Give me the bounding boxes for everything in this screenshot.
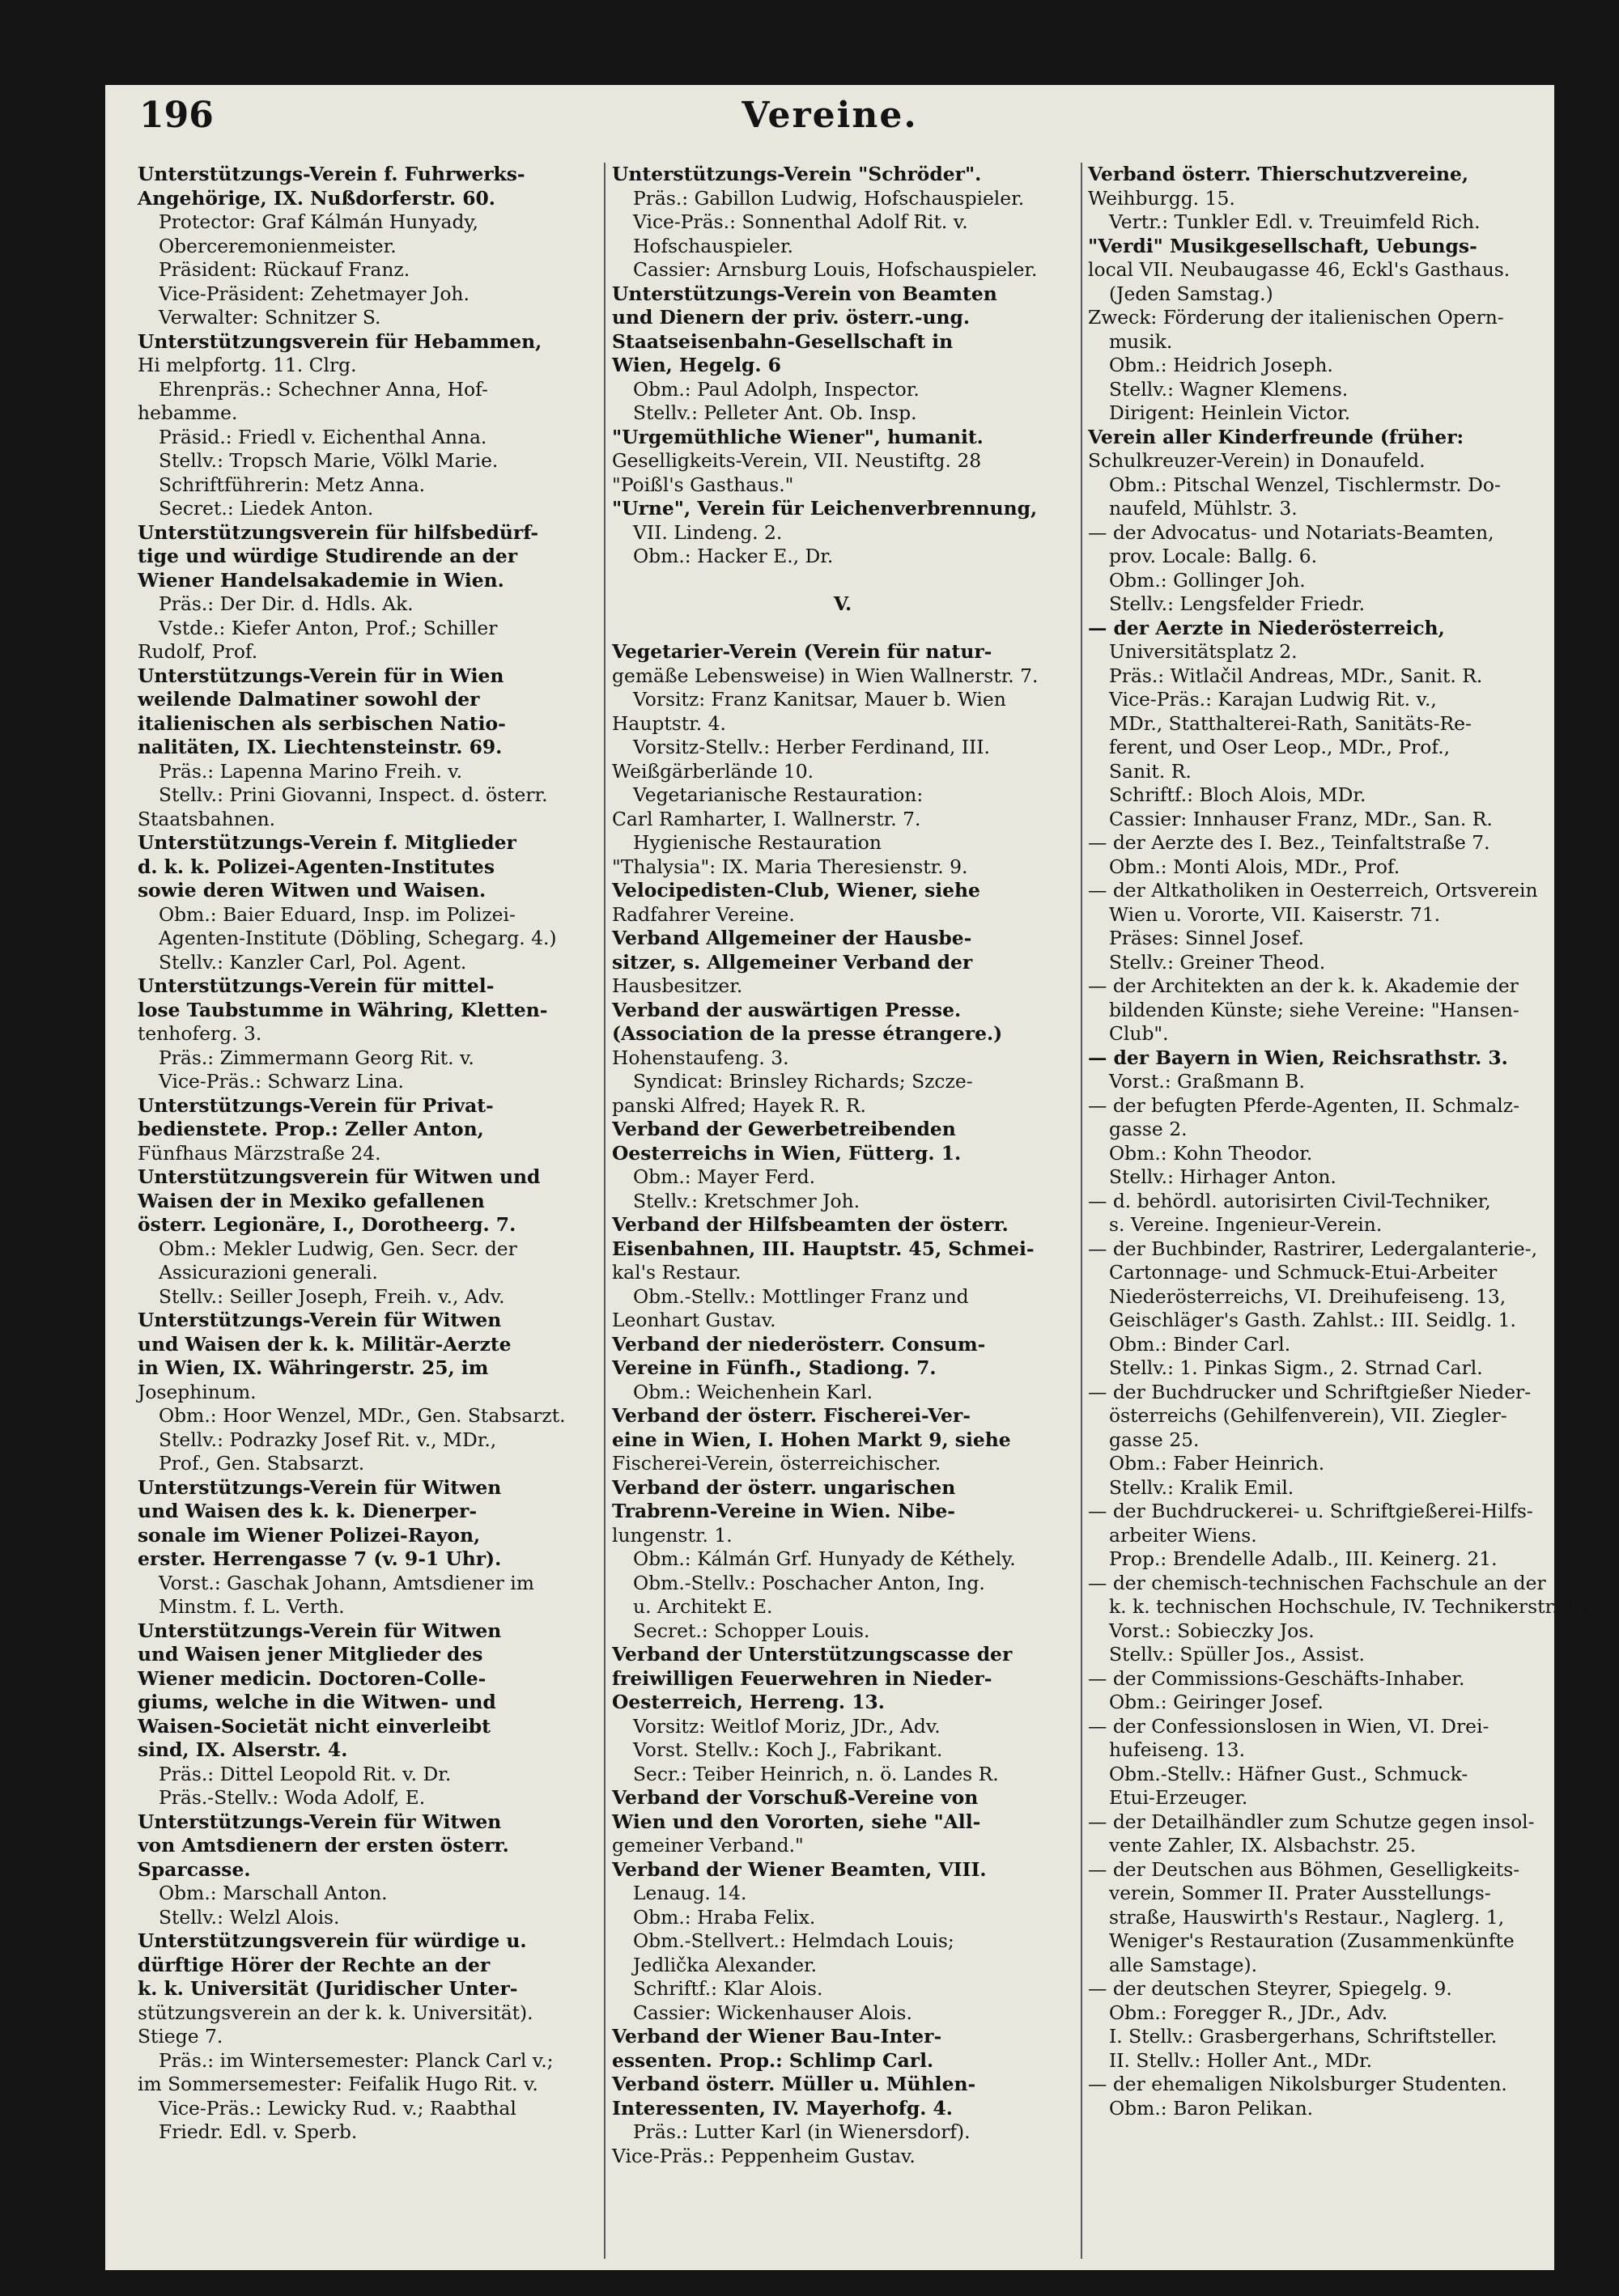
text-line: Stellv.: Prini Giovanni, Inspect. d. österr.: [159, 783, 548, 806]
text-line: Hausbesitzer.: [612, 974, 743, 997]
text-line: Unterstützungs-Verein f. Mitglieder: [138, 831, 516, 854]
text-line: Secr.: Teiber Heinrich, n. ö. Landes R.: [633, 1762, 999, 1785]
text-line: — der chemisch-technischen Fachschule an der: [1088, 1571, 1546, 1594]
text-line: Obm.: Pitschal Wenzel, Tischlermstr. Do-: [1109, 473, 1501, 496]
text-line: Präs.: Zimmermann Georg Rit. v.: [159, 1046, 474, 1069]
text-line: Stellv.: Kanzler Carl, Pol. Agent.: [159, 950, 467, 974]
text-line: Obm.: Geiringer Josef.: [1109, 1691, 1324, 1713]
text-line: Jedlička Alexander.: [633, 1953, 818, 1976]
text-line: Präs.: Lapenna Marino Freih. v.: [159, 759, 463, 783]
text-line: Carl Ramharter, I. Wallnerstr. 7.: [612, 807, 921, 830]
text-line: Interessenten, IV. Mayerhofg. 4.: [612, 2096, 953, 2120]
text-line: Verband der niederösterr. Consum-: [612, 1332, 986, 1356]
text-line: Unterstützungs-Verein von Beamten: [612, 282, 997, 305]
text-line: I. Stellv.: Grasbergerhans, Schriftsteller.: [1109, 2025, 1498, 2048]
text-line: ferent, und Oser Leop., MDr., Prof.,: [1109, 736, 1451, 758]
text-line: (Jeden Samstag.): [1109, 282, 1273, 305]
text-line: Wien u. Vororte, VII. Kaiserstr. 71.: [1109, 902, 1441, 926]
text-line: Hauptstr. 4.: [612, 711, 726, 735]
text-line: Obm.-Stellv.: Häfner Gust., Schmuck-: [1109, 1762, 1468, 1785]
text-line: Friedr. Edl. v. Sperb.: [159, 2120, 358, 2143]
text-line: Obm.: Baier Eduard, Insp. im Polizei-: [159, 902, 516, 926]
text-line: local VII. Neubaugasse 46, Eckl's Gasthaus.: [1088, 258, 1511, 281]
text-line: Obm.: Heidrich Joseph.: [1109, 354, 1333, 376]
text-line: "Thalysia": IX. Maria Theresienstr. 9.: [612, 855, 968, 878]
text-line: Unterstützungs-Verein "Schröder".: [612, 163, 982, 185]
text-line: Secret.: Schopper Louis.: [633, 1619, 870, 1642]
text-line: Vstde.: Kiefer Anton, Prof.; Schiller: [159, 616, 498, 639]
text-line: — der Buchdruckerei- u. Schriftgießerei-Hilfs-: [1088, 1500, 1533, 1522]
text-line: Unterstützungs-Verein für mittel-: [138, 974, 495, 997]
text-line: Stellv.: Seiller Joseph, Freih. v., Adv.: [159, 1284, 505, 1308]
text-line: Fischerei-Verein, österreichischer.: [612, 1452, 941, 1475]
text-line: tige und würdige Studirende an der: [138, 545, 518, 567]
text-line: lose Taubstumme in Währing, Kletten-: [138, 998, 548, 1021]
text-line: Geselligkeits-Verein, VII. Neustiftg. 28: [612, 449, 982, 472]
text-line: österr. Legionäre, I., Dorotheerg. 7.: [138, 1213, 516, 1236]
text-line: Stellv.: Spüller Jos., Assist.: [1109, 1643, 1365, 1666]
text-line: Unterstützungs-Verein für Witwen: [138, 1475, 502, 1499]
text-line: Präs.: im Wintersemester: Planck Carl v.;: [159, 2048, 554, 2072]
text-line: Schriftf.: Klar Alois.: [633, 1977, 823, 2000]
text-line: Obm.-Stellv.: Mottlinger Franz und: [633, 1284, 969, 1308]
text-line: arbeiter Wiens.: [1109, 1523, 1257, 1547]
text-line: Stiege 7.: [138, 2025, 223, 2048]
text-line: von Amtsdienern der ersten österr.: [138, 1834, 509, 1857]
text-line: Obm.: Foregger R., JDr., Adv.: [1109, 2001, 1388, 2024]
text-line: s. Vereine. Ingenieur-Verein.: [1109, 1213, 1383, 1236]
text-line: Stellv.: Wagner Klemens.: [1109, 377, 1349, 401]
text-line: d. k. k. Polizei-Agenten-Institutes: [138, 855, 495, 878]
text-line: Staatsbahnen.: [138, 807, 276, 830]
text-line: "Poißl's Gasthaus.": [612, 473, 794, 496]
text-line: Obm.: Hacker E., Dr.: [633, 545, 834, 567]
text-line: — der Aerzte in Niederösterreich,: [1088, 616, 1445, 639]
text-line: Vereine in Fünfh., Stadiong. 7.: [612, 1356, 937, 1379]
text-line: — der befugten Pferde-Agenten, II. Schmalz-: [1088, 1093, 1519, 1117]
text-line: Vorsitz-Stellv.: Herber Ferdinand, III.: [633, 736, 990, 758]
text-line: "Urgemüthliche Wiener", humanit.: [612, 425, 984, 448]
text-line: Trabrenn-Vereine in Wien. Nibe-: [612, 1500, 955, 1522]
text-line: Rudolf, Prof.: [138, 640, 258, 663]
text-line: Assicurazioni generali.: [159, 1261, 378, 1284]
text-line: Obm.: Kálmán Grf. Hunyady de Kéthely.: [633, 1547, 1016, 1570]
text-line: Schulkreuzer-Verein) in Donaufeld.: [1088, 449, 1426, 472]
text-line: Präs.: Lutter Karl (in Wienersdorf).: [633, 2120, 971, 2143]
page-header: [105, 85, 1554, 150]
text-line: Vice-Präs.: Sonnenthal Adolf Rit. v.: [633, 210, 968, 233]
text-line: gemäße Lebensweise) in Wien Wallnerstr. 7.: [612, 664, 1039, 687]
text-line: Verband der Gewerbetreibenden: [612, 1118, 956, 1140]
text-line: Obm.: Paul Adolph, Inspector.: [633, 377, 920, 401]
text-line: Obm.: Monti Alois, MDr., Prof.: [1109, 855, 1400, 878]
text-line: erster. Herrengasse 7 (v. 9-1 Uhr).: [138, 1547, 502, 1570]
text-line: Verband der auswärtigen Presse.: [612, 998, 962, 1021]
text-line: Vorsitz: Weitlof Moriz, JDr., Adv.: [633, 1714, 941, 1738]
text-line: Obm.: Mayer Ferd.: [633, 1165, 816, 1188]
text-line: Unterstützungs-Verein für Witwen: [138, 1810, 502, 1833]
text-line: Vegetarier-Verein (Verein für natur-: [612, 640, 992, 663]
text-line: tenhoferg. 3.: [138, 1022, 262, 1045]
text-line: Geischläger's Gasth. Zahlst.: III. Seidlg. 1.: [1109, 1309, 1516, 1331]
text-line: Velocipedisten-Club, Wiener, siehe: [612, 879, 980, 902]
text-line: — der Bayern in Wien, Reichsrathstr. 3.: [1088, 1046, 1508, 1069]
text-line: Cassier: Wickenhauser Alois.: [633, 2001, 912, 2024]
text-line: Obm.: Mekler Ludwig, Gen. Secr. der: [159, 1237, 517, 1260]
text-line: Weniger's Restauration (Zusammenkünfte: [1109, 1929, 1515, 1952]
text-line: kal's Restaur.: [612, 1261, 742, 1284]
text-line: Verband der österr. ungarischen: [612, 1475, 956, 1499]
text-line: Wiener Handelsakademie in Wien.: [138, 568, 504, 592]
text-line: Stellv.: Podrazky Josef Rit. v., MDr.,: [159, 1428, 497, 1451]
text-line: Verband Allgemeiner der Hausbe-: [612, 927, 972, 949]
text-line: hebamme.: [138, 401, 238, 424]
text-line: — der Commissions-Geschäfts-Inhaber.: [1088, 1666, 1465, 1690]
text-line: (Association de la presse étrangere.): [612, 1022, 1003, 1045]
text-line: Präs.-Stellv.: Woda Adolf, E.: [159, 1786, 426, 1809]
text-line: Protector: Graf Kálmán Hunyady,: [159, 210, 478, 233]
page-number: 196: [139, 95, 214, 136]
text-line: Schriftführerin: Metz Anna.: [159, 473, 426, 496]
text-line: "Verdi" Musikgesellschaft, Uebungs-: [1088, 234, 1477, 257]
text-line: k. k. Universität (Juridischer Unter-: [138, 1977, 518, 2000]
text-line: Hygienische Restauration: [633, 831, 882, 854]
text-line: nalitäten, IX. Liechtensteinstr. 69.: [138, 736, 503, 758]
text-line: hufeiseng. 13.: [1109, 1738, 1246, 1761]
text-line: Prop.: Brendelle Adalb., III. Keinerg. 21.: [1109, 1547, 1498, 1570]
text-line: Club".: [1109, 1022, 1169, 1045]
text-line: — der Deutschen aus Böhmen, Geselligkeits-: [1088, 1857, 1520, 1881]
text-line: Obm.-Stellv.: Poschacher Anton, Ing.: [633, 1571, 985, 1594]
text-line: Staatseisenbahn-Gesellschaft in: [612, 329, 954, 353]
text-line: — der Confessionslosen in Wien, VI. Drei-: [1088, 1714, 1489, 1738]
text-line: panski Alfred; Hayek R. R.: [612, 1093, 866, 1117]
text-line: Präs.: Dittel Leopold Rit. v. Dr.: [159, 1762, 452, 1785]
text-line: Cartonnage- und Schmuck-Etui-Arbeiter: [1109, 1261, 1498, 1284]
text-line: MDr., Statthalterei-Rath, Sanitäts-Re-: [1109, 711, 1472, 735]
text-line: Zweck: Förderung der italienischen Opern-: [1088, 306, 1504, 329]
text-line: straße, Hauswirth's Restaur., Naglerg. 1,: [1109, 1905, 1505, 1929]
text-line: Vegetarianische Restauration:: [633, 783, 924, 806]
text-line: prov. Locale: Ballg. 6.: [1109, 545, 1318, 567]
text-line: Schriftf.: Bloch Alois, MDr.: [1109, 783, 1366, 806]
text-line: Verband der Hilfsbeamten der österr.: [612, 1213, 1009, 1236]
text-line: Unterstützungsverein für Hebammen,: [138, 329, 542, 353]
text-line: — der Architekten an der k. k. Akademie der: [1088, 974, 1519, 997]
text-line: Verein aller Kinderfreunde (früher:: [1088, 425, 1464, 448]
text-line: Fünfhaus Märzstraße 24.: [138, 1141, 381, 1165]
text-line: sind, IX. Alserstr. 4.: [138, 1738, 348, 1761]
text-line: — der Advocatus- und Notariats-Beamten,: [1088, 520, 1494, 544]
text-line: — der deutschen Steyrer, Spiegelg. 9.: [1088, 1977, 1452, 2000]
text-line: Vorst.: Sobieczky Jos.: [1109, 1619, 1315, 1642]
text-line: Vorst.: Graßmann B.: [1109, 1070, 1305, 1093]
text-line: Weihburgg. 15.: [1088, 186, 1235, 210]
text-line: eine in Wien, I. Hohen Markt 9, siehe: [612, 1428, 1011, 1451]
text-line: Stellv.: Tropsch Marie, Völkl Marie.: [159, 449, 499, 472]
text-line: [612, 569, 1073, 593]
text-line: Vice-Präsident: Zehetmayer Joh.: [159, 282, 470, 305]
text-line: Vorsitz: Franz Kanitsar, Mauer b. Wien: [633, 688, 1006, 711]
text-line: Josephinum.: [138, 1380, 257, 1403]
text-line: essenten. Prop.: Schlimp Carl.: [612, 2048, 934, 2072]
text-line: — d. behördl. autorisirten Civil-Techniker,: [1088, 1189, 1491, 1212]
text-line: — der Detailhändler zum Schutze gegen insol-: [1088, 1810, 1535, 1833]
text-line: Oberceremonienmeister.: [159, 234, 397, 257]
text-line: Obm.: Marschall Anton.: [159, 1882, 388, 1904]
text-line: Präs.: Gabillon Ludwig, Hofschauspieler.: [633, 186, 1025, 210]
text-line: Unterstützungs-Verein f. Fuhrwerks-: [138, 163, 525, 185]
text-line: [612, 617, 1073, 641]
text-line: in Wien, IX. Währingerstr. 25, im: [138, 1356, 489, 1379]
text-line: Universitätsplatz 2.: [1109, 640, 1298, 663]
text-line: Angehörige, IX. Nußdorferstr. 60.: [138, 186, 495, 210]
text-line: gasse 25.: [1109, 1428, 1200, 1451]
text-line: Unterstützungsverein für hilfsbedürf-: [138, 520, 539, 544]
text-line: Obm.: Hraba Felix.: [633, 1905, 816, 1929]
text-line: Vorst. Stellv.: Koch J., Fabrikant.: [633, 1738, 943, 1761]
text-line: dürftige Hörer der Rechte an der: [138, 1953, 491, 1976]
text-line: Waisen-Societät nicht einverleibt: [138, 1714, 491, 1738]
text-line: Präsid.: Friedl v. Eichenthal Anna.: [159, 425, 487, 448]
text-line: — der Buchdrucker und Schriftgießer Nieder-: [1088, 1380, 1532, 1403]
text-line: Obm.: Gollinger Joh.: [1109, 568, 1306, 592]
text-line: Stellv.: 1. Pinkas Sigm., 2. Strnad Carl.: [1109, 1356, 1483, 1379]
text-line: Syndicat: Brinsley Richards; Szcze-: [633, 1070, 973, 1093]
text-line: Stellv.: Lengsfelder Friedr.: [1109, 592, 1365, 615]
text-line: und Waisen jener Mitglieder des: [138, 1643, 483, 1666]
text-line: Minstm. f. L. Verth.: [159, 1595, 345, 1618]
text-line: musik.: [1109, 329, 1173, 353]
text-line: Sparcasse.: [138, 1857, 251, 1881]
text-line: — der Buchbinder, Rastrirer, Ledergalanterie-,: [1088, 1237, 1538, 1260]
text-line: naufeld, Mühlstr. 3.: [1109, 497, 1298, 520]
text-line: italienischen als serbischen Natio-: [138, 711, 506, 735]
text-line: Unterstützungs-Verein für Privat-: [138, 1093, 494, 1117]
text-line: sowie deren Witwen und Waisen.: [138, 879, 487, 902]
text-line: II. Stellv.: Holler Ant., MDr.: [1109, 2048, 1373, 2072]
page-title: Vereine.: [742, 95, 918, 136]
text-line: Verband der Wiener Bau-Inter-: [612, 2025, 942, 2048]
text-line: Verband österr. Thierschutzvereine,: [1088, 163, 1469, 185]
text-line: Oesterreich, Herreng. 13.: [612, 1691, 885, 1713]
text-line: Oesterreichs in Wien, Fütterg. 1.: [612, 1141, 962, 1165]
text-line: Vice-Präs.: Karajan Ludwig Rit. v.,: [1109, 688, 1437, 711]
text-line: gasse 2.: [1109, 1118, 1188, 1140]
text-line: giums, welche in die Witwen- und: [138, 1691, 496, 1713]
text-line: Leonhart Gustav.: [612, 1309, 776, 1331]
column-divider: [604, 163, 606, 2259]
book-page: [105, 85, 1595, 2270]
text-line: im Sommersemester: Feifalik Hugo Rit. v.: [138, 2073, 538, 2095]
text-line: Stellv.: Greiner Theod.: [1109, 950, 1326, 974]
text-line: Agenten-Institute (Döbling, Schegarg. 4.): [159, 927, 557, 949]
text-line: Obm.: Hoor Wenzel, MDr., Gen. Stabsarzt.: [159, 1404, 566, 1427]
text-line: Sanit. R.: [1109, 759, 1192, 783]
text-line: Eisenbahnen, III. Hauptstr. 45, Schmei-: [612, 1237, 1035, 1260]
text-line: Wien, Hegelg. 6: [612, 354, 781, 376]
text-line: Cassier: Innhauser Franz, MDr., San. R.: [1109, 807, 1493, 830]
text-line: verein, Sommer II. Prater Ausstellungs-: [1109, 1882, 1491, 1904]
text-line: Vice-Präs.: Peppenheim Gustav.: [612, 2144, 916, 2167]
text-line: bedienstete. Prop.: Zeller Anton,: [138, 1118, 484, 1140]
text-line: V.: [833, 592, 852, 615]
text-line: Präs.: Witlačil Andreas, MDr., Sanit. R.: [1109, 664, 1483, 687]
text-line: — der Aerzte des I. Bez., Teinfaltstraße 7.: [1088, 831, 1490, 854]
text-line: weilende Dalmatiner sowohl der: [138, 688, 480, 711]
text-line: Ehrenpräs.: Schechner Anna, Hof-: [159, 377, 488, 401]
text-line: Verband der Vorschuß-Vereine von: [612, 1786, 979, 1809]
text-line: Waisen der in Mexiko gefallenen: [138, 1189, 485, 1212]
text-line: gemeiner Verband.": [612, 1834, 804, 1857]
text-line: bildenden Künste; siehe Vereine: "Hansen-: [1109, 998, 1519, 1021]
column-2: [612, 163, 1073, 2259]
text-line: Stellv.: Hirhager Anton.: [1109, 1165, 1336, 1188]
text-line: und Dienern der priv. österr.-ung.: [612, 306, 971, 329]
text-line: — der Altkatholiken in Oesterreich, Ortsverein: [1088, 879, 1538, 902]
column-1: [138, 163, 597, 2259]
text-line: und Waisen des k. k. Dienerper-: [138, 1500, 478, 1522]
text-line: Verband der Unterstützungscasse der: [612, 1643, 1013, 1666]
text-line: Secret.: Liedek Anton.: [159, 497, 374, 520]
text-line: Obm.: Kohn Theodor.: [1109, 1141, 1313, 1165]
text-line: Obm.: Faber Heinrich.: [1109, 1452, 1325, 1475]
text-line: Hofschauspieler.: [633, 234, 793, 257]
text-line: Obm.: Baron Pelikan.: [1109, 2096, 1314, 2120]
text-line: Stellv.: Kretschmer Joh.: [633, 1189, 860, 1212]
text-line: Vice-Präs.: Lewicky Rud. v.; Raabthal: [159, 2096, 516, 2120]
text-line: Niederösterreichs, VI. Dreihufeiseng. 13,: [1109, 1284, 1506, 1308]
text-line: — der ehemaligen Nikolsburger Studenten.: [1088, 2073, 1507, 2095]
text-line: "Urne", Verein für Leichenverbrennung,: [612, 497, 1038, 520]
text-line: Obm.: Binder Carl.: [1109, 1332, 1291, 1356]
text-line: Unterstützungsverein für Witwen und: [138, 1165, 541, 1188]
text-line: österreichs (Gehilfenverein), VII. Ziegler-: [1109, 1404, 1507, 1427]
text-line: Wien und den Vororten, siehe "All-: [612, 1810, 981, 1833]
text-line: lungenstr. 1.: [612, 1523, 733, 1547]
text-line: Etui-Erzeuger.: [1109, 1786, 1248, 1809]
text-line: vente Zahler, IX. Alsbachstr. 25.: [1109, 1834, 1417, 1857]
text-line: Prof., Gen. Stabsarzt.: [159, 1452, 365, 1475]
text-line: Unterstützungs-Verein für in Wien: [138, 664, 504, 687]
text-line: Obm.: Weichenhein Karl.: [633, 1380, 873, 1403]
text-line: sitzer, s. Allgemeiner Verband der: [612, 950, 973, 974]
text-line: Vertr.: Tunkler Edl. v. Treuimfeld Rich.: [1109, 210, 1481, 233]
text-line: Dirigent: Heinlein Victor.: [1109, 401, 1351, 424]
text-line: k. k. technischen Hochschule, IV. Technikerstr. 13.: [1109, 1595, 1595, 1618]
text-line: alle Samstage).: [1109, 1953, 1258, 1976]
text-line: Präses: Sinnel Josef.: [1109, 927, 1304, 949]
column-3: [1088, 163, 1595, 2259]
text-line: Radfahrer Vereine.: [612, 902, 795, 926]
text-line: Verband österr. Müller u. Mühlen-: [612, 2073, 976, 2095]
text-line: Obm.-Stellvert.: Helmdach Louis;: [633, 1929, 954, 1952]
text-line: Wiener medicin. Doctoren-Colle-: [138, 1666, 487, 1690]
text-line: Hohenstaufeng. 3.: [612, 1046, 789, 1069]
text-line: Vorst.: Gaschak Johann, Amtsdiener im: [159, 1571, 534, 1594]
text-line: Unterstützungs-Verein für Witwen: [138, 1309, 502, 1331]
text-line: und Waisen der k. k. Militär-Aerzte: [138, 1332, 512, 1356]
text-line: Verband der österr. Fischerei-Ver-: [612, 1404, 971, 1427]
text-line: Cassier: Arnsburg Louis, Hofschauspieler.: [633, 258, 1038, 281]
text-line: VII. Lindeng. 2.: [633, 520, 783, 544]
text-line: Verwalter: Schnitzer S.: [159, 306, 381, 329]
text-line: Präs.: Der Dir. d. Hdls. Ak.: [159, 592, 414, 615]
text-line: Verband der Wiener Beamten, VIII.: [612, 1857, 987, 1881]
text-line: Unterstützungsverein für würdige u.: [138, 1929, 527, 1952]
text-line: u. Architekt E.: [633, 1595, 773, 1618]
text-line: freiwilligen Feuerwehren in Nieder-: [612, 1666, 992, 1690]
text-line: stützungsverein an der k. k. Universität).: [138, 2001, 533, 2024]
text-line: sonale im Wiener Polizei-Rayon,: [138, 1523, 481, 1547]
text-line: Weißgärberlände 10.: [612, 759, 814, 783]
text-line: Vice-Präs.: Schwarz Lina.: [159, 1070, 404, 1093]
text-line: Stellv.: Pelleter Ant. Ob. Insp.: [633, 401, 917, 424]
text-line: Stellv.: Kralik Emil.: [1109, 1475, 1294, 1499]
text-line: Präsident: Rückauf Franz.: [159, 258, 410, 281]
column-divider: [1081, 163, 1082, 2259]
text-line: Stellv.: Welzl Alois.: [159, 1905, 340, 1929]
text-line: Hi melpfortg. 11. Clrg.: [138, 354, 357, 376]
text-line: Unterstützungs-Verein für Witwen: [138, 1619, 502, 1642]
text-line: Lenaug. 14.: [633, 1882, 747, 1904]
